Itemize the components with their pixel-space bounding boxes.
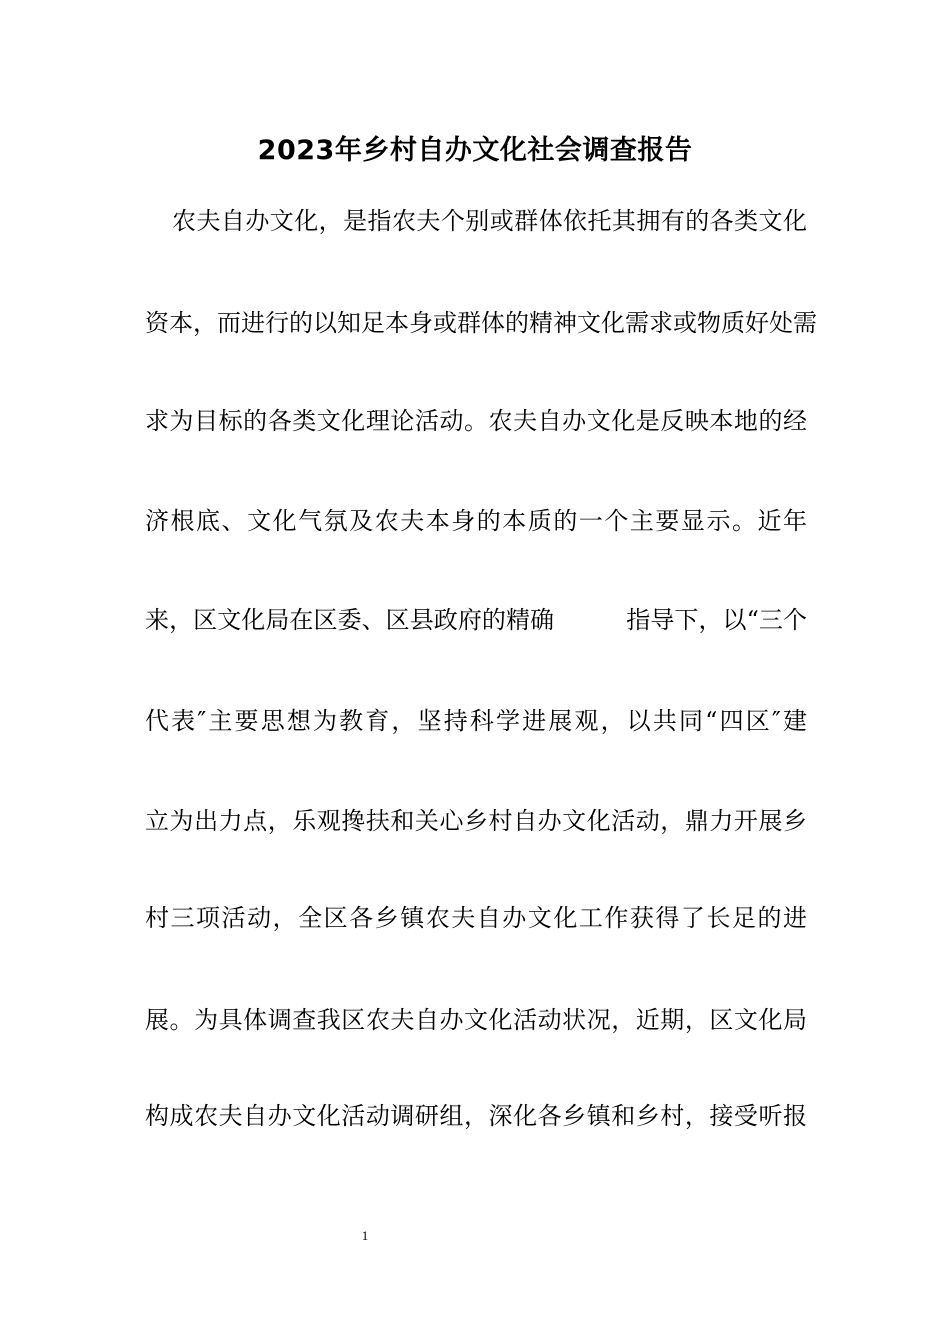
paragraph-line: 代表″主要思想为教育，坚持科学进展观，以共同“四区″建: [145, 707, 807, 735]
paragraph-line: 济根底、文化气氛及农夫本身的本质的一个主要显示。近年: [145, 507, 807, 535]
paragraph-line: 资本，而进行的以知足本身或群体的精神文化需求或物质好处需: [145, 309, 817, 337]
paragraph-line: 构成农夫自办文化活动调研组，深化各乡镇和乡村，接受听报: [145, 1102, 807, 1130]
paragraph-line: 村三项活动，全区各乡镇农夫自办文化工作获得了长足的进: [145, 904, 807, 932]
paragraph-line: 农夫自办文化，是指农夫个别或群体依托其拥有的各类文化: [172, 207, 807, 235]
document-title: 2023年乡村自办文化社会调查报告: [257, 135, 693, 166]
paragraph-line: 求为目标的各类文化理论活动。农夫自办文化是反映本地的经: [145, 407, 807, 435]
paragraph-line: 展。为具体调查我区农夫自办文化活动状况，近期，区文化局: [145, 1006, 807, 1034]
paragraph-line: 立为出力点，乐观搀扶和关心乡村自办文化活动，鼎力开展乡: [145, 807, 807, 835]
paragraph-line: 来，区文化局在区委、区县政府的精确 指导下，以“三个: [145, 606, 807, 634]
page-number: 1: [361, 1228, 369, 1243]
